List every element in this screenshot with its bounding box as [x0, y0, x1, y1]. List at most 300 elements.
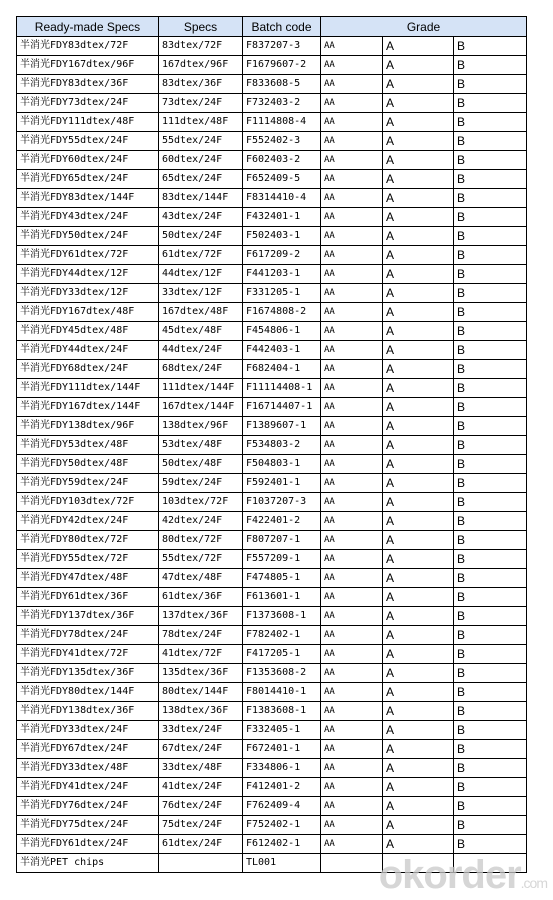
ready-made-spec-cell: 半消光FDY44dtex/24F [17, 341, 159, 360]
ready-made-spec-cell: 半消光FDY135dtex/36F [17, 664, 159, 683]
ready-made-spec-cell: 半消光FDY138dtex/96F [17, 417, 159, 436]
grade-a-cell: A [383, 721, 454, 740]
grade-aa-cell: AA [321, 721, 383, 740]
batch-code-cell: F502403-1 [243, 227, 321, 246]
grade-b-cell: B [454, 740, 527, 759]
grade-aa-cell: AA [321, 683, 383, 702]
spec-cell: 44dtex/12F [159, 265, 243, 284]
batch-code-cell: F592401-1 [243, 474, 321, 493]
batch-code-cell: F613601-1 [243, 588, 321, 607]
grade-a-cell: A [383, 550, 454, 569]
spec-cell: 137dtex/36F [159, 607, 243, 626]
spec-cell [159, 854, 243, 873]
grade-aa-cell: AA [321, 550, 383, 569]
batch-code-cell: F534803-2 [243, 436, 321, 455]
grade-aa-cell: AA [321, 493, 383, 512]
grade-a-cell: A [383, 512, 454, 531]
table-row [17, 664, 527, 683]
spec-cell: 50dtex/48F [159, 455, 243, 474]
header-ready-made-specs: Ready-made Specs [17, 17, 159, 37]
grade-b-cell: B [454, 37, 527, 56]
spec-cell: 61dtex/36F [159, 588, 243, 607]
grade-b-cell: B [454, 512, 527, 531]
table-row [17, 702, 527, 721]
grade-a-cell: A [383, 645, 454, 664]
ready-made-spec-cell: 半消光FDY47dtex/48F [17, 569, 159, 588]
batch-code-cell: F612402-1 [243, 835, 321, 854]
table-row [17, 113, 527, 132]
table-row [17, 132, 527, 151]
batch-code-cell: F504803-1 [243, 455, 321, 474]
grade-b-cell: B [454, 56, 527, 75]
ready-made-spec-cell: 半消光FDY111dtex/144F [17, 379, 159, 398]
grade-b-cell: B [454, 265, 527, 284]
ready-made-spec-cell: 半消光FDY55dtex/24F [17, 132, 159, 151]
grade-a-cell: A [383, 436, 454, 455]
grade-b-cell: B [454, 227, 527, 246]
table-row [17, 436, 527, 455]
table-row [17, 493, 527, 512]
grade-b-cell: B [454, 778, 527, 797]
grade-aa-cell: AA [321, 607, 383, 626]
table-row [17, 322, 527, 341]
grade-a-cell: A [383, 664, 454, 683]
batch-code-cell: F432401-1 [243, 208, 321, 227]
grade-b-cell: B [454, 436, 527, 455]
ready-made-spec-cell: 半消光FDY60dtex/24F [17, 151, 159, 170]
spec-cell: 50dtex/24F [159, 227, 243, 246]
grade-a-cell: A [383, 170, 454, 189]
batch-code-cell: F1373608-1 [243, 607, 321, 626]
grade-b-cell: B [454, 151, 527, 170]
batch-code-cell: TL001 [243, 854, 321, 873]
spec-cell: 59dtex/24F [159, 474, 243, 493]
grade-aa-cell: AA [321, 455, 383, 474]
spec-cell: 75dtex/24F [159, 816, 243, 835]
ready-made-spec-cell: 半消光FDY45dtex/48F [17, 322, 159, 341]
grade-b-cell: B [454, 170, 527, 189]
grade-a-cell: A [383, 455, 454, 474]
grade-a-cell: A [383, 56, 454, 75]
grade-b-cell: B [454, 588, 527, 607]
ready-made-spec-cell: 半消光FDY43dtex/24F [17, 208, 159, 227]
table-row [17, 170, 527, 189]
grade-b-cell: B [454, 569, 527, 588]
header-grade: Grade [321, 17, 527, 37]
ready-made-spec-cell: 半消光FDY76dtex/24F [17, 797, 159, 816]
table-row [17, 246, 527, 265]
grade-b-cell: B [454, 208, 527, 227]
grade-a-cell: A [383, 113, 454, 132]
table-row [17, 151, 527, 170]
table-row [17, 417, 527, 436]
batch-code-cell: F617209-2 [243, 246, 321, 265]
ready-made-spec-cell: 半消光FDY65dtex/24F [17, 170, 159, 189]
ready-made-spec-cell: 半消光FDY59dtex/24F [17, 474, 159, 493]
spec-cell: 41dtex/72F [159, 645, 243, 664]
grade-aa-cell: AA [321, 569, 383, 588]
spec-cell: 167dtex/48F [159, 303, 243, 322]
ready-made-spec-cell: 半消光FDY80dtex/72F [17, 531, 159, 550]
batch-code-cell: F474805-1 [243, 569, 321, 588]
table-row [17, 816, 527, 835]
table-row [17, 341, 527, 360]
grade-aa-cell: AA [321, 170, 383, 189]
table-row [17, 588, 527, 607]
grade-b-cell: B [454, 531, 527, 550]
grade-a-cell: A [383, 37, 454, 56]
ready-made-spec-cell: 半消光FDY83dtex/72F [17, 37, 159, 56]
grade-b-cell: B [454, 474, 527, 493]
spec-table [16, 16, 527, 873]
batch-code-cell: F552402-3 [243, 132, 321, 151]
spec-cell: 33dtex/24F [159, 721, 243, 740]
ready-made-spec-cell: 半消光FDY167dtex/48F [17, 303, 159, 322]
grade-b-cell: B [454, 721, 527, 740]
grade-aa-cell: AA [321, 94, 383, 113]
grade-b-cell: B [454, 607, 527, 626]
spec-cell: 83dtex/72F [159, 37, 243, 56]
grade-b-cell: B [454, 303, 527, 322]
table-row [17, 645, 527, 664]
grade-b-cell: B [454, 284, 527, 303]
grade-a-cell: A [383, 702, 454, 721]
grade-a-cell: A [383, 531, 454, 550]
grade-aa-cell: AA [321, 436, 383, 455]
grade-b-cell: B [454, 189, 527, 208]
grade-a-cell: A [383, 569, 454, 588]
grade-b-cell: B [454, 626, 527, 645]
grade-a-cell: A [383, 778, 454, 797]
ready-made-spec-cell: 半消光FDY41dtex/24F [17, 778, 159, 797]
ready-made-spec-cell: 半消光FDY167dtex/144F [17, 398, 159, 417]
grade-b-cell: B [454, 683, 527, 702]
batch-code-cell: F1114808-4 [243, 113, 321, 132]
ready-made-spec-cell: 半消光PET chips [17, 854, 159, 873]
table-row [17, 379, 527, 398]
spec-cell: 47dtex/48F [159, 569, 243, 588]
grade-aa-cell: AA [321, 132, 383, 151]
ready-made-spec-cell: 半消光FDY111dtex/48F [17, 113, 159, 132]
ready-made-spec-cell: 半消光FDY73dtex/24F [17, 94, 159, 113]
grade-aa-cell: AA [321, 626, 383, 645]
ready-made-spec-cell: 半消光FDY42dtex/24F [17, 512, 159, 531]
grade-aa-cell: AA [321, 208, 383, 227]
spec-cell: 111dtex/48F [159, 113, 243, 132]
table-row [17, 835, 527, 854]
batch-code-cell: F752402-1 [243, 816, 321, 835]
table-row [17, 284, 527, 303]
batch-code-cell: F807207-1 [243, 531, 321, 550]
batch-code-cell: F782402-1 [243, 626, 321, 645]
table-row [17, 683, 527, 702]
grade-aa-cell: AA [321, 512, 383, 531]
grade-a-cell: A [383, 626, 454, 645]
ready-made-spec-cell: 半消光FDY50dtex/24F [17, 227, 159, 246]
batch-code-cell: F332405-1 [243, 721, 321, 740]
spec-cell: 80dtex/72F [159, 531, 243, 550]
ready-made-spec-cell: 半消光FDY103dtex/72F [17, 493, 159, 512]
ready-made-spec-cell: 半消光FDY138dtex/36F [17, 702, 159, 721]
batch-code-cell: F8014410-1 [243, 683, 321, 702]
ready-made-spec-cell: 半消光FDY68dtex/24F [17, 360, 159, 379]
spec-cell: 61dtex/24F [159, 835, 243, 854]
grade-aa-cell: AA [321, 265, 383, 284]
grade-aa-cell: AA [321, 588, 383, 607]
grade-aa-cell: AA [321, 702, 383, 721]
ready-made-spec-cell: 半消光FDY83dtex/144F [17, 189, 159, 208]
grade-a-cell: A [383, 151, 454, 170]
spec-cell: 55dtex/72F [159, 550, 243, 569]
grade-aa-cell: AA [321, 246, 383, 265]
grade-a-cell: A [383, 398, 454, 417]
grade-aa-cell: AA [321, 398, 383, 417]
grade-b-cell: B [454, 246, 527, 265]
table-row [17, 227, 527, 246]
batch-code-cell: F833608-5 [243, 75, 321, 94]
ready-made-spec-cell: 半消光FDY61dtex/36F [17, 588, 159, 607]
grade-b-cell: B [454, 322, 527, 341]
spec-cell: 111dtex/144F [159, 379, 243, 398]
spec-cell: 55dtex/24F [159, 132, 243, 151]
ready-made-spec-cell: 半消光FDY75dtex/24F [17, 816, 159, 835]
batch-code-cell: F557209-1 [243, 550, 321, 569]
grade-b-cell: B [454, 417, 527, 436]
table-row [17, 398, 527, 417]
grade-b-cell: B [454, 664, 527, 683]
batch-code-cell: F11114408-1 [243, 379, 321, 398]
spec-cell: 138dtex/96F [159, 417, 243, 436]
grade-aa-cell: AA [321, 778, 383, 797]
table-row [17, 721, 527, 740]
grade-a-cell: A [383, 797, 454, 816]
spec-cell: 103dtex/72F [159, 493, 243, 512]
spec-cell: 61dtex/72F [159, 246, 243, 265]
grade-a-cell: A [383, 208, 454, 227]
table-row [17, 265, 527, 284]
table-row [17, 569, 527, 588]
grade-b-cell: B [454, 360, 527, 379]
grade-a-cell: A [383, 132, 454, 151]
grade-b-cell: B [454, 797, 527, 816]
batch-code-cell: F682404-1 [243, 360, 321, 379]
ready-made-spec-cell: 半消光FDY41dtex/72F [17, 645, 159, 664]
spec-cell: 43dtex/24F [159, 208, 243, 227]
grade-a-cell: A [383, 588, 454, 607]
table-row [17, 531, 527, 550]
header-batch-code: Batch code [243, 17, 321, 37]
grade-aa-cell: AA [321, 759, 383, 778]
table-row [17, 189, 527, 208]
grade-aa-cell: AA [321, 740, 383, 759]
table-row [17, 474, 527, 493]
batch-code-cell: F1037207-3 [243, 493, 321, 512]
batch-code-cell: F8314410-4 [243, 189, 321, 208]
grade-a-cell: A [383, 246, 454, 265]
grade-b-cell: B [454, 75, 527, 94]
batch-code-cell: F412401-2 [243, 778, 321, 797]
grade-b-cell: B [454, 455, 527, 474]
ready-made-spec-cell: 半消光FDY33dtex/48F [17, 759, 159, 778]
spec-cell: 65dtex/24F [159, 170, 243, 189]
grade-a-cell: A [383, 322, 454, 341]
table-row [17, 607, 527, 626]
header-row [17, 17, 527, 37]
batch-code-cell: F1383608-1 [243, 702, 321, 721]
ready-made-spec-cell: 半消光FDY53dtex/48F [17, 436, 159, 455]
grade-a-cell: A [383, 75, 454, 94]
ready-made-spec-cell: 半消光FDY61dtex/72F [17, 246, 159, 265]
grade-b-cell: B [454, 550, 527, 569]
grade-a-cell: A [383, 683, 454, 702]
grade-a-cell: A [383, 816, 454, 835]
grade-aa-cell: AA [321, 816, 383, 835]
batch-code-cell: F762409-4 [243, 797, 321, 816]
grade-a-cell: A [383, 94, 454, 113]
table-row [17, 455, 527, 474]
batch-code-cell: F334806-1 [243, 759, 321, 778]
batch-code-cell: F16714407-1 [243, 398, 321, 417]
grade-a-cell: A [383, 607, 454, 626]
table-row [17, 512, 527, 531]
grade-aa-cell: AA [321, 322, 383, 341]
spec-cell: 83dtex/36F [159, 75, 243, 94]
spec-cell: 67dtex/24F [159, 740, 243, 759]
batch-code-cell: F1353608-2 [243, 664, 321, 683]
table-row [17, 94, 527, 113]
grade-a-cell: A [383, 360, 454, 379]
spec-cell: 76dtex/24F [159, 797, 243, 816]
spec-cell: 73dtex/24F [159, 94, 243, 113]
grade-a-cell: A [383, 493, 454, 512]
grade-a-cell: A [383, 759, 454, 778]
grade-b-cell: B [454, 759, 527, 778]
table-row [17, 550, 527, 569]
grade-aa-cell: AA [321, 75, 383, 94]
batch-code-cell: F602403-2 [243, 151, 321, 170]
ready-made-spec-cell: 半消光FDY67dtex/24F [17, 740, 159, 759]
batch-code-cell: F1679607-2 [243, 56, 321, 75]
grade-b-cell: B [454, 379, 527, 398]
table-row [17, 626, 527, 645]
table-row [17, 37, 527, 56]
ready-made-spec-cell: 半消光FDY50dtex/48F [17, 455, 159, 474]
batch-code-cell: F732403-2 [243, 94, 321, 113]
table-row [17, 740, 527, 759]
batch-code-cell: F1674808-2 [243, 303, 321, 322]
spec-cell: 53dtex/48F [159, 436, 243, 455]
grade-b-cell: B [454, 113, 527, 132]
grade-b-cell: B [454, 816, 527, 835]
batch-code-cell: F837207-3 [243, 37, 321, 56]
grade-aa-cell: AA [321, 835, 383, 854]
spec-cell: 167dtex/96F [159, 56, 243, 75]
grade-aa-cell: AA [321, 284, 383, 303]
batch-code-cell: F441203-1 [243, 265, 321, 284]
table-row [17, 208, 527, 227]
spec-cell: 68dtex/24F [159, 360, 243, 379]
batch-code-cell: F652409-5 [243, 170, 321, 189]
grade-a-cell: A [383, 417, 454, 436]
grade-aa-cell: AA [321, 189, 383, 208]
table-row [17, 797, 527, 816]
spec-cell: 167dtex/144F [159, 398, 243, 417]
ready-made-spec-cell: 半消光FDY80dtex/144F [17, 683, 159, 702]
grade-aa-cell: AA [321, 474, 383, 493]
spec-cell: 80dtex/144F [159, 683, 243, 702]
grade-aa-cell: AA [321, 303, 383, 322]
grade-aa-cell: AA [321, 531, 383, 550]
ready-made-spec-cell: 半消光FDY33dtex/24F [17, 721, 159, 740]
ready-made-spec-cell: 半消光FDY61dtex/24F [17, 835, 159, 854]
grade-a-cell: A [383, 265, 454, 284]
watermark-logo: okorder.com [378, 853, 547, 897]
table-row [17, 759, 527, 778]
grade-a-cell: A [383, 189, 454, 208]
spec-cell: 45dtex/48F [159, 322, 243, 341]
grade-a-cell: A [383, 835, 454, 854]
batch-code-cell: F1389607-1 [243, 417, 321, 436]
table-body [17, 37, 527, 873]
grade-aa-cell: AA [321, 797, 383, 816]
grade-aa-cell: AA [321, 645, 383, 664]
table-row [17, 303, 527, 322]
grade-a-cell: A [383, 379, 454, 398]
grade-a-cell: A [383, 284, 454, 303]
grade-aa-cell: AA [321, 151, 383, 170]
ready-made-spec-cell: 半消光FDY167dtex/96F [17, 56, 159, 75]
grade-b-cell: B [454, 94, 527, 113]
spec-cell: 83dtex/144F [159, 189, 243, 208]
spec-cell: 78dtex/24F [159, 626, 243, 645]
ready-made-spec-cell: 半消光FDY78dtex/24F [17, 626, 159, 645]
header-specs: Specs [159, 17, 243, 37]
grade-a-cell: A [383, 341, 454, 360]
grade-b-cell: B [454, 341, 527, 360]
batch-code-cell: F442403-1 [243, 341, 321, 360]
grade-a-cell: A [383, 740, 454, 759]
ready-made-spec-cell: 半消光FDY33dtex/12F [17, 284, 159, 303]
grade-aa-cell: AA [321, 360, 383, 379]
spec-cell: 60dtex/24F [159, 151, 243, 170]
grade-aa-cell: AA [321, 113, 383, 132]
spec-cell: 138dtex/36F [159, 702, 243, 721]
table-row [17, 75, 527, 94]
grade-aa-cell: AA [321, 227, 383, 246]
batch-code-cell: F417205-1 [243, 645, 321, 664]
grade-b-cell: B [454, 132, 527, 151]
batch-code-cell: F422401-2 [243, 512, 321, 531]
grade-b-cell: B [454, 398, 527, 417]
ready-made-spec-cell: 半消光FDY44dtex/12F [17, 265, 159, 284]
batch-code-cell: F672401-1 [243, 740, 321, 759]
spec-cell: 33dtex/12F [159, 284, 243, 303]
ready-made-spec-cell: 半消光FDY55dtex/72F [17, 550, 159, 569]
ready-made-spec-cell: 半消光FDY137dtex/36F [17, 607, 159, 626]
spec-cell: 42dtex/24F [159, 512, 243, 531]
grade-aa-cell: AA [321, 37, 383, 56]
grade-b-cell: B [454, 702, 527, 721]
grade-aa-cell: AA [321, 341, 383, 360]
spec-cell: 44dtex/24F [159, 341, 243, 360]
grade-aa-cell: AA [321, 56, 383, 75]
grade-b-cell: B [454, 493, 527, 512]
grade-aa-cell: AA [321, 379, 383, 398]
spec-cell: 33dtex/48F [159, 759, 243, 778]
batch-code-cell: F331205-1 [243, 284, 321, 303]
grade-b-cell: B [454, 835, 527, 854]
ready-made-spec-cell: 半消光FDY83dtex/36F [17, 75, 159, 94]
